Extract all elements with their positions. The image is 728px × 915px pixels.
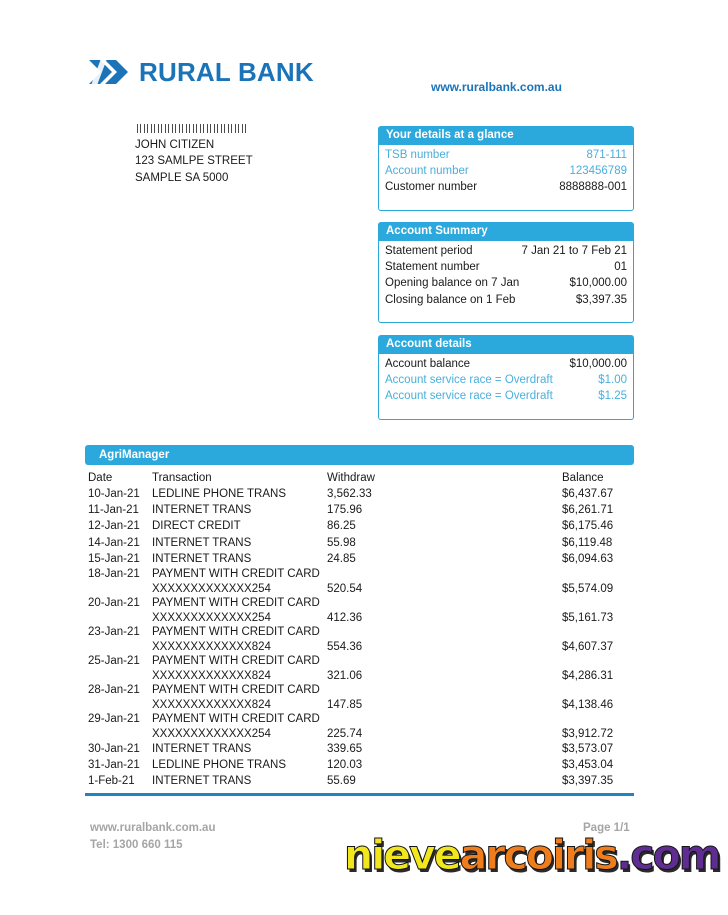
transactions-section	[85, 445, 634, 796]
account-details-box	[378, 335, 634, 420]
balance-value: $3,453.04	[562, 759, 614, 772]
withdraw-value: 86.25	[327, 520, 356, 533]
cell-withdraw	[327, 502, 562, 518]
info-label: Account service race = Overdraft	[385, 374, 553, 387]
withdraw-value: 24.85	[327, 552, 356, 565]
footer-contact-block	[90, 820, 215, 854]
watermark-part2: arcoiris	[459, 831, 617, 879]
info-label: Customer number	[385, 181, 478, 194]
balance-value: $4,286.31	[562, 669, 614, 682]
table-row	[85, 654, 634, 683]
info-label: Account service race = Overdraft	[385, 390, 553, 403]
cell-transaction	[152, 518, 327, 534]
transaction-line1: INTERNET TRANS	[152, 743, 252, 756]
cell-balance	[562, 596, 634, 625]
website-link-top[interactable]: www.ruralbank.com.au	[431, 80, 562, 94]
balance-value: $4,607.37	[562, 640, 614, 653]
table-row	[85, 486, 634, 502]
cell-balance	[562, 683, 634, 712]
balance-value: $3,573.07	[562, 743, 614, 756]
cell-transaction	[152, 625, 327, 654]
withdraw-value: 321.06	[327, 669, 363, 682]
cell-date: 30-Jan-21	[88, 743, 140, 756]
transaction-line2: XXXXXXXXXXXXX254	[152, 611, 271, 624]
cell-withdraw	[327, 741, 562, 757]
transaction-line2: XXXXXXXXXXXXX254	[152, 582, 271, 595]
transactions-column-headers	[85, 470, 634, 486]
transactions-rows	[85, 486, 634, 790]
table-row	[85, 625, 634, 654]
cell-balance	[562, 502, 634, 518]
cell-withdraw	[327, 486, 562, 502]
column-header-date: Date	[88, 472, 113, 484]
transaction-line1: LEDLINE PHONE TRANS	[152, 488, 286, 500]
table-row	[85, 502, 634, 518]
balance-value: $4,138.46	[562, 698, 614, 711]
table-row	[85, 741, 634, 757]
cell-balance	[562, 625, 634, 654]
account-summary-title: Account Summary	[378, 222, 634, 241]
cell-transaction	[152, 741, 327, 757]
cell-date: 15-Jan-21	[88, 552, 140, 565]
info-row	[385, 388, 627, 404]
account-summary-box	[378, 222, 634, 323]
double-chevron-icon	[88, 56, 130, 88]
cell-date: 29-Jan-21	[88, 713, 140, 726]
info-row	[385, 356, 627, 372]
cell-transaction	[152, 551, 327, 567]
table-row	[85, 683, 634, 712]
cell-date: 25-Jan-21	[88, 655, 140, 668]
info-value: $1.00	[598, 374, 627, 387]
info-label: Statement number	[385, 261, 480, 274]
table-row	[85, 551, 634, 567]
info-label: Account balance	[385, 358, 471, 370]
transaction-line1: DIRECT CREDIT	[152, 520, 241, 533]
page-number: Page 1/1	[583, 822, 630, 834]
cell-withdraw	[327, 596, 562, 625]
account-details-body	[378, 354, 634, 420]
cell-withdraw	[327, 535, 562, 551]
info-value: $3,397.35	[575, 293, 627, 306]
info-row	[385, 292, 627, 308]
info-label: Statement period	[385, 245, 473, 257]
balance-value: $6,094.63	[562, 552, 614, 565]
transaction-line1: PAYMENT WITH CREDIT CARD	[152, 655, 320, 668]
cell-withdraw	[327, 757, 562, 773]
cell-transaction	[152, 486, 327, 502]
cell-withdraw	[327, 773, 562, 789]
table-row	[85, 596, 634, 625]
recipient-address-line1: 123 SAMLPE STREET	[135, 155, 253, 168]
cell-date: 12-Jan-21	[88, 520, 140, 533]
column-header-balance: Balance	[562, 472, 604, 484]
cell-balance	[562, 712, 634, 741]
cell-transaction	[152, 654, 327, 683]
balance-value: $6,261.71	[562, 504, 614, 517]
transaction-line2: XXXXXXXXXXXXX824	[152, 640, 271, 653]
cell-withdraw	[327, 567, 562, 596]
brand-logo	[88, 56, 314, 88]
recipient-address-block	[135, 124, 253, 186]
cell-balance	[562, 757, 634, 773]
info-value: 123456789	[569, 165, 627, 178]
cell-date: 18-Jan-21	[88, 568, 140, 581]
info-row	[385, 259, 627, 275]
transaction-line2: XXXXXXXXXXXXX254	[152, 727, 271, 740]
cell-balance	[562, 518, 634, 534]
info-value: $1.25	[598, 390, 627, 403]
cell-withdraw	[327, 683, 562, 712]
cell-withdraw	[327, 551, 562, 567]
cell-balance	[562, 535, 634, 551]
info-label: Account number	[385, 165, 469, 178]
cell-balance	[562, 567, 634, 596]
balance-value: $6,175.46	[562, 520, 614, 533]
cell-balance	[562, 773, 634, 789]
details-box-title: Your details at a glance	[378, 126, 634, 145]
transaction-line1: PAYMENT WITH CREDIT CARD	[152, 684, 320, 697]
cell-date: 1-Feb-21	[88, 775, 135, 788]
details-box-body	[378, 145, 634, 211]
info-value: $10,000.00	[569, 277, 627, 290]
withdraw-value: 55.98	[327, 536, 356, 549]
info-value: 871-111	[586, 149, 627, 161]
recipient-address-line2: SAMPLE SA 5000	[135, 171, 229, 184]
withdraw-value: 3,562.33	[327, 488, 372, 500]
withdraw-value: 175.96	[327, 504, 363, 517]
transaction-line1: INTERNET TRANS	[152, 552, 252, 565]
table-row	[85, 535, 634, 551]
footer-telephone: Tel: 1300 660 115	[90, 839, 183, 851]
cell-balance	[562, 551, 634, 567]
transaction-line1: PAYMENT WITH CREDIT CARD	[152, 597, 320, 610]
balance-value: $6,437.67	[562, 488, 614, 500]
table-row	[85, 773, 634, 789]
cell-transaction	[152, 683, 327, 712]
cell-transaction	[152, 535, 327, 551]
cell-balance	[562, 486, 634, 502]
withdraw-value: 225.74	[327, 727, 363, 740]
cell-transaction	[152, 596, 327, 625]
balance-value: $6,119.48	[562, 536, 613, 549]
table-row	[85, 757, 634, 773]
withdraw-value: 120.03	[327, 759, 363, 772]
info-row	[385, 243, 627, 259]
transaction-line1: PAYMENT WITH CREDIT CARD	[152, 713, 320, 726]
transaction-line1: PAYMENT WITH CREDIT CARD	[152, 626, 320, 639]
recipient-name: JOHN CITIZEN	[135, 139, 215, 151]
details-box	[378, 126, 634, 211]
cell-date: 31-Jan-21	[88, 759, 140, 772]
column-header-transaction: Transaction	[152, 472, 212, 484]
table-bottom-rule	[85, 793, 634, 796]
account-details-title: Account details	[378, 335, 634, 354]
withdraw-value: 147.85	[327, 698, 363, 711]
transactions-title: AgriManager	[85, 445, 634, 465]
info-value: 8888888-001	[559, 181, 627, 194]
info-label: Opening balance on 7 Jan	[385, 277, 520, 290]
cell-withdraw	[327, 625, 562, 654]
cell-date: 20-Jan-21	[88, 597, 140, 610]
watermark-nievearcoiris	[344, 831, 719, 879]
info-row	[385, 147, 627, 163]
cell-withdraw	[327, 518, 562, 534]
info-row	[385, 275, 627, 291]
transaction-line1: INTERNET TRANS	[152, 775, 252, 788]
cell-date: 23-Jan-21	[88, 626, 140, 639]
address-barcode	[137, 124, 249, 133]
withdraw-value: 412.36	[327, 611, 363, 624]
footer-website-link[interactable]: www.ruralbank.com.au	[90, 822, 216, 834]
table-row	[85, 712, 634, 741]
cell-transaction	[152, 502, 327, 518]
cell-date: 10-Jan-21	[88, 488, 140, 500]
withdraw-value: 554.36	[327, 640, 363, 653]
withdraw-value: 520.54	[327, 582, 363, 595]
info-row	[385, 163, 627, 179]
table-row	[85, 518, 634, 534]
cell-transaction	[152, 567, 327, 596]
transaction-line2: XXXXXXXXXXXXX824	[152, 669, 271, 682]
balance-value: $3,397.35	[562, 775, 614, 788]
info-value: 7 Jan 21 to 7 Feb 21	[521, 245, 627, 257]
account-summary-body	[378, 241, 634, 323]
cell-withdraw	[327, 654, 562, 683]
cell-transaction	[152, 712, 327, 741]
balance-value: $3,912.72	[562, 727, 614, 740]
cell-balance	[562, 654, 634, 683]
info-value: $10,000.00	[569, 358, 627, 370]
withdraw-value: 339.65	[327, 743, 363, 756]
watermark-part3: .com	[616, 831, 720, 879]
table-row	[85, 567, 634, 596]
cell-date: 14-Jan-21	[88, 536, 140, 549]
cell-balance	[562, 741, 634, 757]
watermark-part1: nieve	[344, 831, 460, 879]
cell-transaction	[152, 757, 327, 773]
brand-name: RURAL BANK	[139, 56, 314, 87]
withdraw-value: 55.69	[327, 775, 356, 788]
info-row	[385, 372, 627, 388]
cell-date: 28-Jan-21	[88, 684, 140, 697]
cell-date: 11-Jan-21	[88, 504, 139, 517]
info-label: Closing balance on 1 Feb	[385, 293, 516, 306]
transaction-line1: INTERNET TRANS	[152, 504, 252, 517]
column-header-withdraw: Withdraw	[327, 472, 375, 484]
transaction-line1: PAYMENT WITH CREDIT CARD	[152, 568, 320, 581]
transaction-line1: INTERNET TRANS	[152, 536, 252, 549]
info-row	[385, 179, 627, 195]
info-label: TSB number	[385, 149, 450, 161]
info-value: 01	[614, 261, 627, 274]
balance-value: $5,574.09	[562, 582, 614, 595]
cell-withdraw	[327, 712, 562, 741]
transaction-line2: XXXXXXXXXXXXX824	[152, 698, 271, 711]
cell-transaction	[152, 773, 327, 789]
transaction-line1: LEDLINE PHONE TRANS	[152, 759, 286, 772]
balance-value: $5,161.73	[562, 611, 614, 624]
